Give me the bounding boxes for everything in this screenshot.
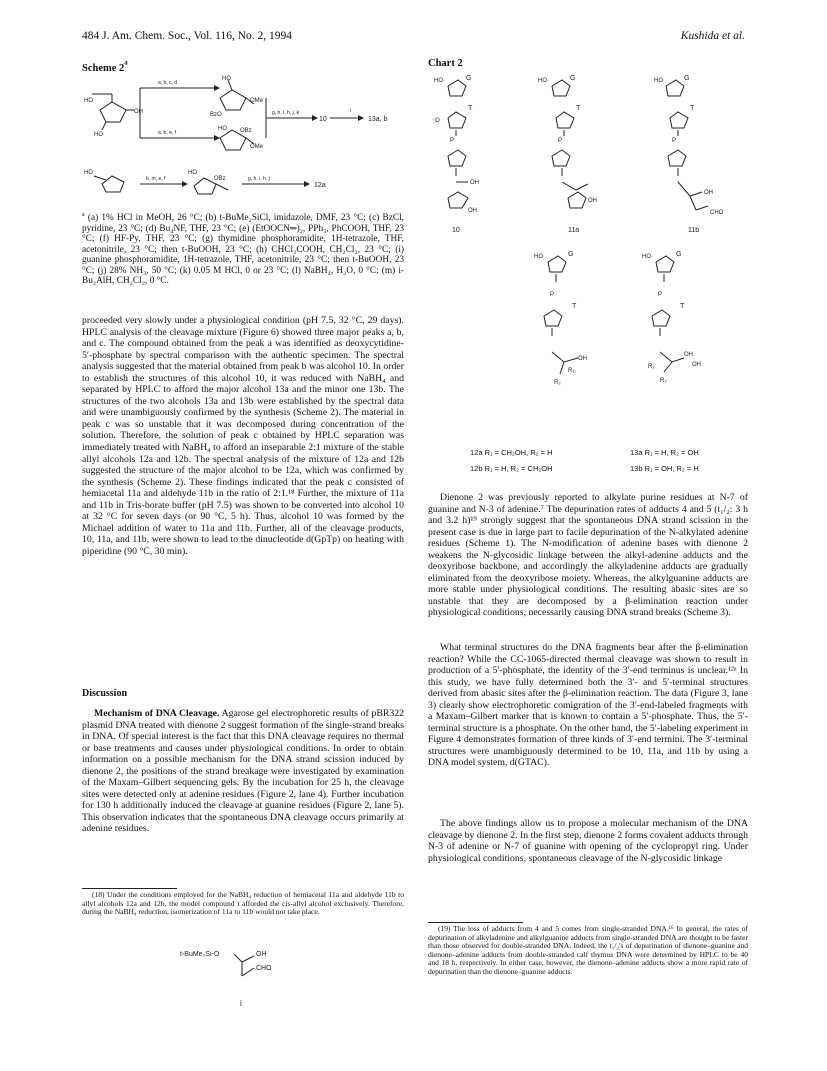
svg-text:HO: HO [94,132,103,138]
running-header: 484 J. Am. Chem. Soc., Vol. 116, No. 2, 1994 [82,30,292,42]
svg-text:10: 10 [452,227,460,234]
svg-text:G: G [570,75,576,82]
footnote-rule-left [82,888,177,889]
svg-text:OH: OH [468,208,477,214]
svg-text:P: P [558,138,563,144]
svg-text:R₁: R₁ [568,368,575,374]
svg-text:b, m, e, f: b, m, e, f [146,176,166,182]
svg-text:BzO: BzO [210,112,222,118]
scheme-title: Scheme 2$^a$ [82,58,128,74]
svg-text:a, b, c, d: a, b, c, d [158,80,178,86]
svg-text:13a, b: 13a, b [368,116,388,123]
subheading-mechanism: Mechanism of DNA Cleavage. [94,708,220,719]
scheme-2-diagram [82,72,404,207]
footnote-rule-right [428,922,523,923]
svg-text:R₂: R₂ [660,378,667,384]
svg-text:P: P [672,138,677,144]
svg-text:OH: OH [134,109,143,115]
scheme-caption: $^a$ (a) 1% HCl in MeOH, 26 °C; (b) t-BuMe₂SiCl, imidazole, DMF, 23 °C; (c) BzCl, pyridine, 23 °C; (d) Bu₄NF, THF, 23 °C; (e) (EtOOCN═)₂, PPh₃, PhCOOH, THF, 23 °C; (f) HF-Py, THF, 23 °C; (g) thymidine phosphoramidite, 1H-tetrazole, THF, acetonitrile, 23 °C; then t-BuOOH, 23 °C; (h) CHCl₂COOH, CH₂Cl₂, 23 °C; (i) guanine phosphoramidite, 1H-tetrazole, THF, acetonitrile, 23 °C; then t-BuOOH, 23 °C; (j) 28% NH₃, 50 °C; (k) 0.05 M HCl, 0 or 23 °C; (l) NaBH₄, H₂O, 0 °C; (m) i-Bu₂AlH, CH₂Cl₂, 0 °C. [82,212,404,287]
paragraph-right-2: What terminal structures do the DNA fragments bear after the β-elimination reaction? While the CC-1065-directed thermal cleavage was shown to result in production of a 5′-phosphate, the identity of the 3′-end terminus is unclear.¹²ᵃ In this study, we have fully determined both the 3′- and 5′-terminal structures derived from abasic sites after the β-elimination reaction. The data (Figure 3, lane 3) clearly show electrophoretic comigration of the 3′-end-labeled fragments with a Maxam–Gilbert marker that is known to contain a 5′-phosphate. Thus, the 5′-terminal structure is a phosphate. On the other hand, the 5′-labeling experiment in Figure 4 demonstrates formation of three kinds of 3′-end termini. The 3′-terminal structures were unambiguously determined to be 10, 11a, and 11b by using a DNA model system, d(GTAC). [428,642,748,769]
paragraph-right-1: Dienone 2 was previously reported to alkylate purine residues at N-7 of guanine and N-3 of adenine.⁷ The depurination rates of adducts 4 and 5 (t₁/₂: 3 h and 3.2 h)¹⁹ strongly suggest that the spontaneous DNA strand scission in the present case is due in large part to facile depurination of the N-alkylated adenine residues (Scheme 1). The N-modification of adenine bases with dienone 2 weakens the N-glycosidic linkage between the alkyl-adenine adducts and the deoxyribose backbone, and accordingly the alkyladenine adducts are gradually eliminated from the deoxyribose moiety. Whereas, the alkylguanine adducts are more stable under physiological conditions. The resulting abasic sites are so unstable that they are decomposed by a β-elimination reaction under physiological conditions, necessarily causing DNA strand breaks (Scheme 3). [428,492,748,619]
svg-text:⁻O: ⁻O [432,118,440,124]
svg-text:OH: OH [684,352,693,358]
svg-text:HO: HO [84,170,93,176]
svg-text:G: G [466,75,472,82]
svg-text:OBz: OBz [240,128,252,134]
svg-text:G: G [568,251,574,258]
svg-text:12a: 12a [314,182,326,189]
svg-text:HO: HO [642,254,651,260]
svg-text:T: T [690,105,695,112]
chart-2-structures [428,72,748,432]
footnote-18: (18) Under the conditions employed for the NaBH₄ reduction of hemiacetal 11a and aldehyde 11b to allyl alcohols 12a and 12b, the model compound i afforded the cis-allyl alcohol exclusively. Therefore, during the NaBH₄ reduction, isomerization of 11a to 11b would not take place. [82,890,404,917]
label-12a: 12a R₁ = CH₂OH, R₂ = H [470,448,553,457]
label-13a: 13a R₁ = H, R₂ = OH [630,448,699,457]
svg-text:CHO: CHO [710,210,724,216]
model-compound-i [180,940,300,1020]
svg-text:OH: OH [704,190,713,196]
svg-text:HO: HO [534,254,543,260]
svg-text:t-BuMe₂Si-O: t-BuMe₂Si-O [180,951,220,958]
svg-text:G: G [676,251,682,258]
chart-title: Chart 2 [428,58,463,69]
svg-text:HO: HO [188,170,197,176]
svg-text:i: i [240,999,242,1008]
svg-text:G: G [684,75,690,82]
svg-text:HO: HO [218,126,227,132]
svg-text:OH: OH [588,198,597,204]
svg-text:T: T [680,303,685,310]
svg-text:g, h, i, h, j, k: g, h, i, h, j, k [272,110,299,116]
section-heading-discussion: Discussion [82,688,128,699]
svg-text:P: P [658,292,663,298]
svg-text:i: i [350,108,352,114]
paragraph-right-3: The above findings allow us to propose a molecular mechanism of the DNA cleavage by dienone 2. In the first step, dienone 2 forms covalent adducts through N-3 of adenine or N-7 of guanine with opening of the cyclopropyl ring. Under physiological conditions, spontaneous cleavage of the N-glycosidic linkage [428,818,748,864]
svg-text:T: T [576,105,581,112]
svg-text:OBz: OBz [214,176,226,182]
svg-text:11a: 11a [568,227,580,234]
svg-text:10: 10 [319,116,327,123]
svg-text:OMe: OMe [250,144,264,150]
svg-text:T: T [572,303,577,310]
label-13b: 13b R₁ = OH, R₂ = H [630,464,699,473]
svg-text:HO: HO [84,98,93,104]
svg-text:CHO: CHO [256,965,272,972]
svg-text:OH: OH [578,356,587,362]
svg-text:HO: HO [222,76,231,82]
svg-text:OH: OH [692,362,701,368]
svg-text:P: P [550,292,555,298]
author-header: Kushida et al. [680,30,745,42]
svg-text:P: P [450,138,455,144]
svg-text:a, b, e, f: a, b, e, f [158,130,177,136]
svg-text:R₁: R₁ [648,364,655,370]
svg-text:OMe: OMe [250,98,264,104]
svg-text:HO: HO [654,78,663,84]
footnote-19: (19) The loss of adducts from 4 and 5 comes from single-stranded DNA.¹⁶ In general, the rates of depurination of alkyladenine and alkylguanine adducts from single-stranded DNA are thought to be faster than those observed for double-stranded DNA. Indeed, the t₁/₂'s of depurination of dienone–guanine and dienone–adenine adducts from double-stranded calf thymus DNA were determined by HPLC to be 40 and 18 h, respectively. In either case, however, the dienone–adenine adducts show a more rapid rate of depurination than the dienone–guanine adducts. [428,924,748,976]
paragraph-left-1: proceeded very slowly under a physiological condition (pH 7.5, 32 °C, 29 days). HPLC analysis of the cleavage mixture (Figure 6) showed three major peaks a, b, and c. The compound obtained from the peak a was identified as deoxycytidine-5′-phosphate by spectral comparison with the authentic specimen. The spectral analysis suggested that the material obtained from peak b was alcohol 10. In order to establish the structures of this alcohol 10, it was reduced with NaBH₄ and separated by HPLC to afford the major alcohol 13a and the minor one 13b. The structures of the two alcohols 13a and 13b were established by the spectral data and were unambiguously confirmed by the synthesis (Scheme 2). The material in peak c was so unstable that it was decomposed during concentration of the solution. Therefore, the solution of peak c obtained by HPLC separation was immediately treated with NaBH₄ to afford an inseparable 2:1 mixture of the stable allyl alcohols 12a and 12b. The spectral analysis of the mixture of 12a and 12b suggested the structure of the major alcohol to be 12a, which was confirmed by the synthesis (Scheme 2). These findings indicated that the peak c consisted of hemiacetal 11a and aldehyde 11b in the ratio of 2:1.¹⁸ Further, the mixture of 11a and 11b in Tris-borate buffer (pH 7.5) was shown to be converted into alcohol 10 at 32 °C for seven days (or 90 °C, 5 h). Thus, alcohol 10 was formed by the Michael addition of water to 11a and 11b. Further, all of the cleavage products, 10, 11a, and 11b, were shown to lead to the dinucleotide d(GpTp) on heating with piperidine (90 °C, 30 min). [82,315,404,557]
svg-text:OH: OH [470,180,479,186]
label-12b: 12b R₁ = H, R₂ = CH₂OH [470,464,553,473]
svg-text:R₂: R₂ [554,380,561,386]
svg-text:HO: HO [434,78,443,84]
svg-text:11b: 11b [688,227,700,234]
svg-text:OH: OH [256,951,267,958]
svg-text:HO: HO [538,78,547,84]
svg-text:T: T [468,105,473,112]
paragraph-discussion: Mechanism of DNA Cleavage. Agarose gel electrophoretic results of pBR322 plasmid DNA treated with dienone 2 suggest formation of the single-strand breaks in DNA. Of special interest is the fact that this DNA cleavage requires no thermal or base treatments and causes under physiological conditions. In order to obtain information on a possible mechanism for the DNA strand scission induced by dienone 2, the positions of the strand breakage were investigated by examination of the Maxam–Gilbert sequencing gels. By the incubation for 25 h, the cleavage sites were detected only at adenine residues (Figure 2, lane 4). Further incubation for 130 h additionally induced the cleavage at guanine residues (Figure 2, lane 5). This observation indicates that the spontaneous DNA cleavage occurs primarily at adenine residues. [82,708,404,835]
svg-text:g, h, i, h, j: g, h, i, h, j [248,176,270,182]
